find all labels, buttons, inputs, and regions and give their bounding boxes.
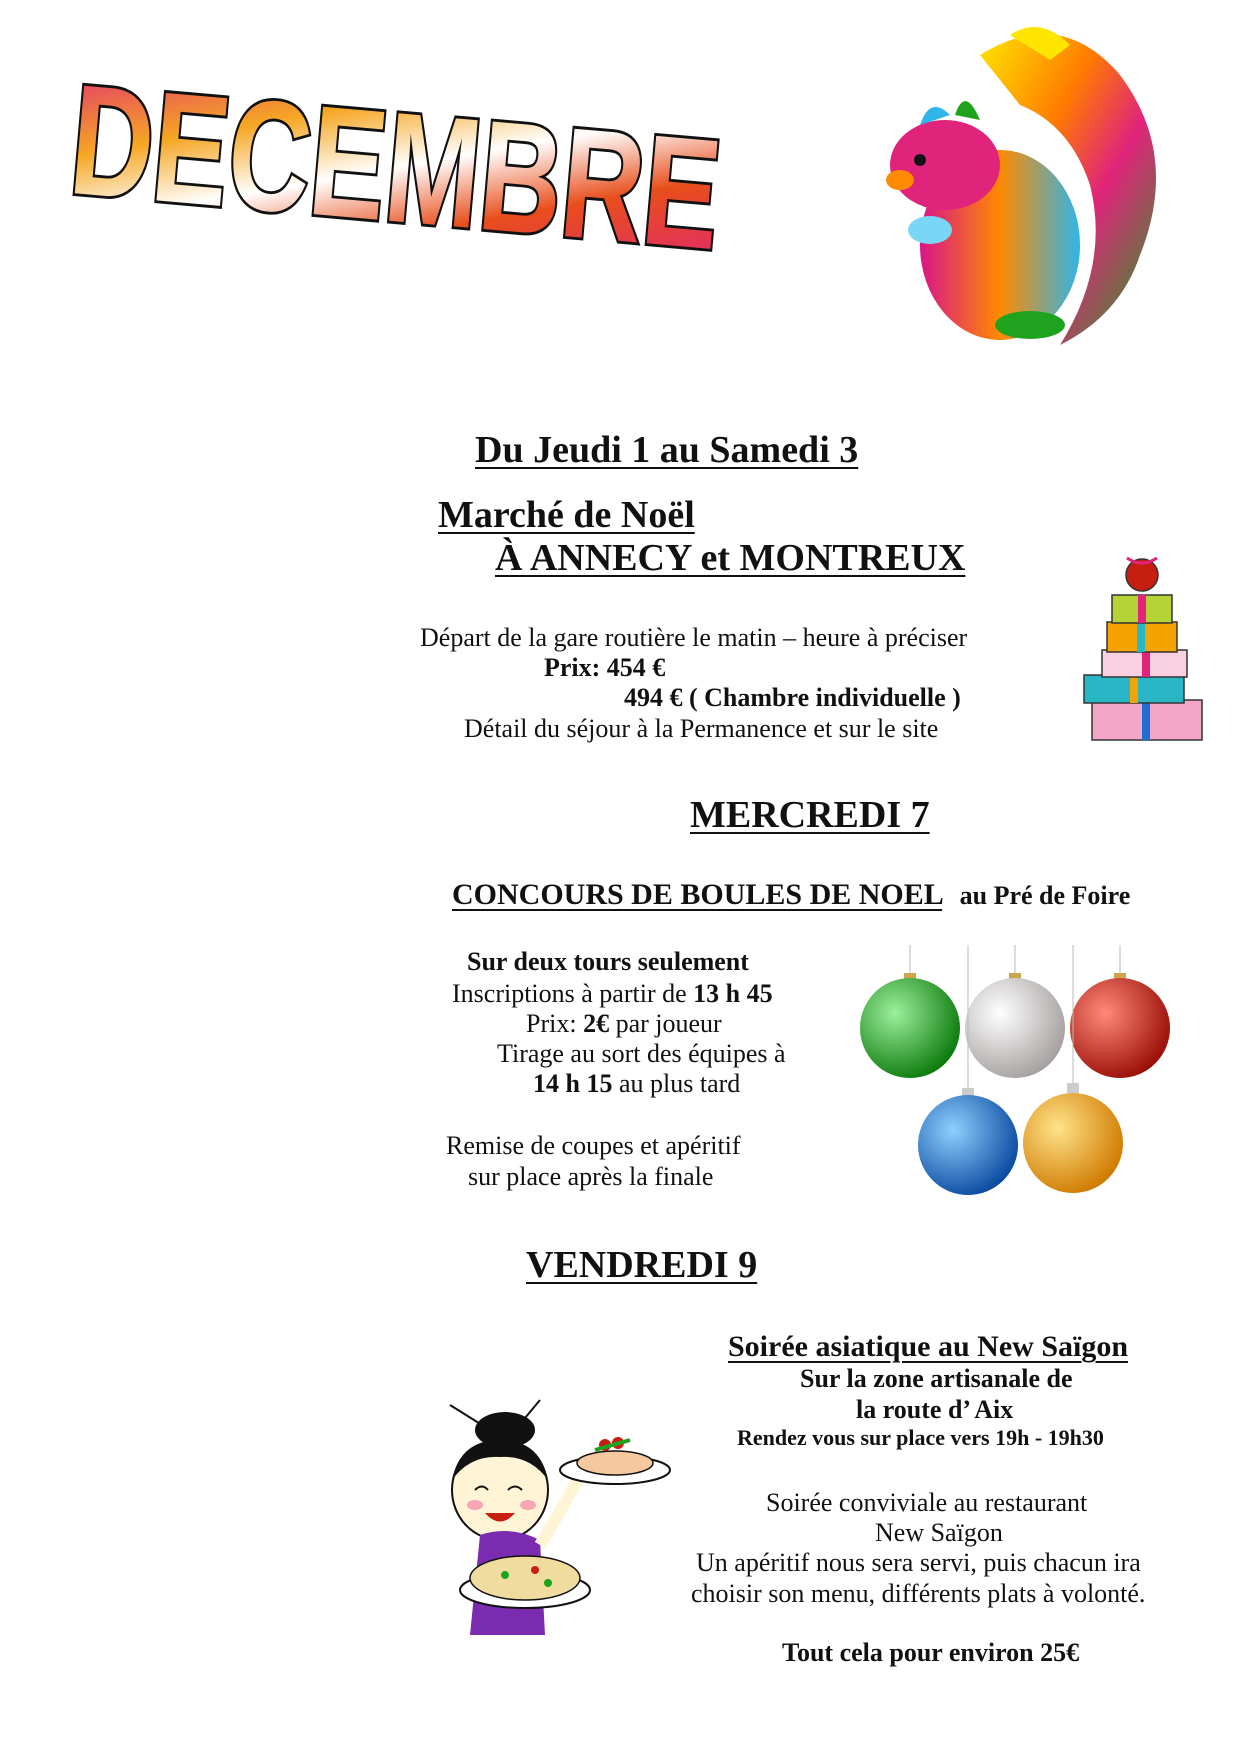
section2-line2: [452, 978, 773, 1009]
section2-line1: Sur deux tours seulement: [467, 947, 749, 976]
section3-date: VENDREDI 9: [526, 1244, 758, 1286]
section3-line5: New Saïgon: [875, 1518, 1003, 1547]
section2-line3: [526, 1008, 722, 1039]
section2-line5-time: 14 h 15: [533, 1069, 613, 1098]
section2-line5-suffix: au plus tard: [612, 1069, 741, 1098]
section2-line2-time: 13 h 45: [693, 979, 773, 1008]
title-graphic: [64, 51, 1021, 309]
section2-line6: Remise de coupes et apéritif: [446, 1131, 741, 1160]
page-title: [64, 51, 1021, 309]
section1-departure: Départ de la gare routière le matin – heure à préciser: [420, 623, 968, 652]
gifts-illustration: [1082, 550, 1212, 750]
gift-boxes-icon: [1082, 550, 1212, 750]
section2-line7: sur place après la finale: [468, 1162, 714, 1191]
section2-date: MERCREDI 7: [690, 794, 930, 836]
waitress-illustration: [430, 1395, 680, 1635]
section2-heading: CONCOURS DE BOULES DE NOEL: [452, 878, 943, 911]
section1-price: Prix: 454 €: [544, 653, 666, 682]
squirrel-icon: [860, 15, 1200, 355]
section3-line7: choisir son menu, différents plats à volonté.: [691, 1579, 1146, 1608]
section3-line1: Sur la zone artisanale de: [800, 1364, 1073, 1393]
section2-line5: [533, 1068, 740, 1099]
section3-line3: Rendez vous sur place vers 19h - 19h30: [737, 1425, 1104, 1450]
section1-price-single: 494 € ( Chambre individuelle ): [624, 683, 961, 712]
section3-line2: la route d’ Aix: [856, 1395, 1014, 1424]
section3-line4: Soirée conviviale au restaurant: [766, 1488, 1088, 1517]
christmas-balls-icon: [855, 945, 1205, 1205]
section1-details: Détail du séjour à la Permanence et sur le site: [464, 714, 939, 743]
section1-heading-line1: Marché de Noël: [438, 494, 695, 536]
section2-heading-row: [452, 878, 1130, 912]
section1-date: Du Jeudi 1 au Samedi 3: [475, 429, 859, 471]
section2-line3-price: 2€: [583, 1009, 610, 1038]
title-text: DECEMBRE: [64, 51, 1021, 309]
ornaments-illustration: [855, 945, 1205, 1205]
section2-line3-suffix: par joueur: [609, 1009, 722, 1038]
section2-line2-prefix: Inscriptions à partir de: [452, 979, 694, 1008]
section3-heading: Soirée asiatique au New Saïgon: [728, 1330, 1129, 1363]
section3-line6: Un apéritif nous sera servi, puis chacun ira: [696, 1548, 1141, 1577]
section1-heading-line2: À ANNECY et MONTREUX: [495, 537, 966, 579]
section3-line8: Tout cela pour environ 25€: [782, 1638, 1080, 1667]
section2-line3-prefix: Prix:: [526, 1009, 584, 1038]
squirrel-illustration: [860, 15, 1200, 355]
section2-line4: Tirage au sort des équipes à: [497, 1039, 786, 1068]
waitress-icon: [430, 1395, 680, 1635]
section2-location: au Pré de Foire: [959, 881, 1131, 910]
